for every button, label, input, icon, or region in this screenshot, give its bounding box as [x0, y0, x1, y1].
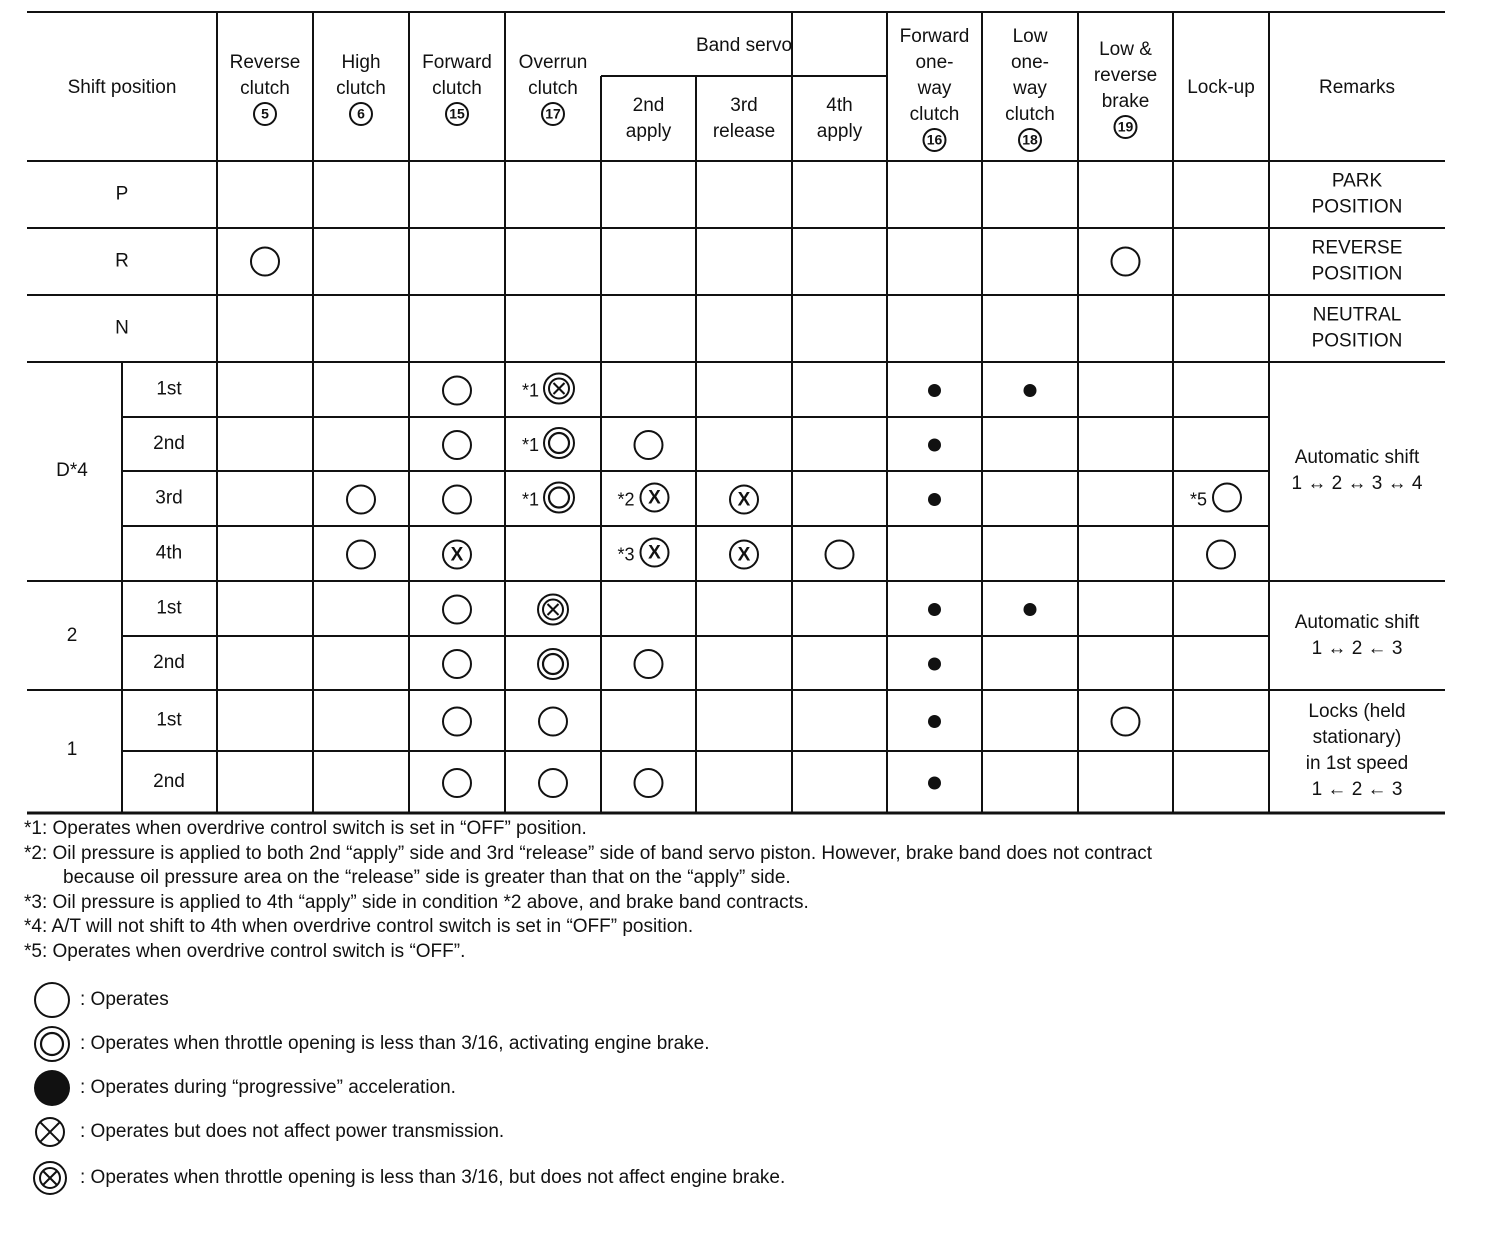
gear-label-2nd: 2nd: [153, 433, 185, 455]
remark-d4-line-1: Automatic shift: [1294, 447, 1420, 469]
remark-d4-line-2: 1 ↔ 2 ↔ 3 ↔ 4: [1291, 473, 1423, 495]
header-band_3rd_release-line-1: 3rd: [730, 95, 758, 117]
header-band_2nd_apply-line-1: 2nd: [632, 95, 665, 117]
header-forward_oneway-number: 16: [926, 131, 943, 148]
header-low_oneway-line-3: way: [1013, 78, 1047, 100]
footnotes: [24, 817, 1464, 964]
cell-overrun_clutch-row5-double-inner-icon: [549, 433, 569, 453]
shift-position-1: 1: [66, 739, 78, 761]
header-low_reverse_brake-line-3: brake: [1101, 91, 1150, 113]
cell-forward_oneway-row4-filled-icon: [928, 384, 941, 397]
header-overrun_clutch-number: 17: [545, 105, 561, 122]
cell-low_oneway-row4-filled-icon: [1024, 384, 1037, 397]
footnote-3: *3: Oil pressure is applied to 4th “apply” side in condition *2 above, and brake band contracts.: [24, 891, 809, 913]
gear-label-3rd: 3rd: [155, 487, 183, 509]
remark-1-line-2: stationary): [1312, 727, 1402, 749]
cell-band_2nd_apply-row7-x-mark: X: [648, 542, 661, 564]
header-forward_oneway-line-3: way: [917, 78, 952, 100]
cell-overrun_clutch-row9-double-inner-icon: [543, 654, 563, 674]
cell-overrun_clutch-row5-note: *1: [521, 434, 539, 455]
cell-forward_clutch-row7-x-mark: X: [450, 544, 464, 566]
legend-operates: [30, 980, 169, 1020]
legend-double-crossed: [30, 1158, 785, 1198]
header-forward_oneway-line-1: Forward: [899, 26, 970, 48]
shift-position-2: 2: [66, 625, 78, 647]
cell-low_reverse_brake-row10-operates-icon: [1112, 708, 1140, 736]
cell-low_oneway-row8-filled-icon: [1024, 603, 1037, 616]
gear-label-1st: 1st: [156, 597, 182, 619]
footnote-2-cont: because oil pressure area on the “release” side is greater than that on the “apply” side.: [63, 867, 791, 888]
footnote-1: *1: Operates when overdrive control switch is set in “OFF” position.: [24, 818, 587, 839]
cell-forward_clutch-row9-operates-icon: [443, 650, 471, 678]
header-forward_clutch-line-2: clutch: [432, 78, 482, 100]
legend-crossed-text: : Operates but does not affect power transmission.: [80, 1121, 505, 1142]
header-forward_oneway-line-4: clutch: [909, 104, 960, 126]
header-band_4th_apply-line-1: 4th: [826, 95, 853, 117]
remark-1-line-3: in 1st speed: [1305, 753, 1409, 775]
cell-band_2nd_apply-row6-note: *2: [617, 489, 635, 510]
legend-double: [30, 1024, 710, 1064]
header-high_clutch-line-1: High: [341, 52, 381, 74]
header-forward_clutch-number: 15: [449, 105, 465, 122]
remark-1-line-1: Locks (held: [1308, 701, 1406, 723]
shift-position-D: D*4: [56, 460, 88, 482]
header-band_2nd_apply-line-2: apply: [625, 121, 672, 143]
cell-high_clutch-row7-operates-icon: [347, 541, 375, 569]
header-low_oneway-line-4: clutch: [1005, 104, 1055, 126]
remark-reverse-line-2: POSITION: [1311, 263, 1403, 285]
gear-label-1st: 1st: [156, 709, 182, 731]
header-low_oneway-line-2: one-: [1010, 52, 1050, 74]
shift-position-R: R: [115, 250, 129, 272]
cell-lockup-row6-note: *5: [1189, 489, 1207, 510]
open-circle-icon: [30, 980, 74, 1020]
legend-double-crossed-text: : Operates when throttle opening is less than 3/16, but does not affect engine brake.: [80, 1167, 786, 1188]
remark-reverse-line-1: REVERSE: [1311, 237, 1403, 259]
header-forward_clutch-line-1: Forward: [422, 52, 492, 74]
cell-forward_oneway-row6-filled-icon: [928, 493, 941, 506]
cell-overrun_clutch-row10-operates-icon: [539, 708, 567, 736]
legend-filled: [30, 1068, 456, 1108]
header-reverse_clutch-line-2: clutch: [240, 78, 290, 100]
header-low_oneway-number: 18: [1022, 131, 1038, 148]
header-low_reverse_brake-line-1: Low &: [1099, 39, 1152, 61]
footnote-2: *2: Oil pressure is applied to both 2nd “apply” side and 3rd “release” side of band servo piston. However, brake band does not contract: [24, 842, 1152, 864]
cell-lockup-row7-operates-icon: [1207, 541, 1235, 569]
cell-overrun_clutch-row6-double-inner-icon: [549, 488, 569, 508]
shift-position-N: N: [115, 317, 129, 339]
legend-crossed: [30, 1112, 504, 1152]
cell-band_2nd_apply-row7-note: *3: [617, 544, 635, 565]
cell-forward_clutch-row5-operates-icon: [443, 431, 471, 459]
header-overrun_clutch-line-1: Overrun: [518, 52, 588, 74]
crossed-circle-icon: [30, 1112, 74, 1152]
gear-label-2nd: 2nd: [153, 771, 185, 793]
header-high_clutch-number: 6: [357, 105, 365, 122]
remark-park-line-1: PARK: [1331, 170, 1383, 192]
legend-operates-text: : Operates: [80, 989, 169, 1010]
cell-band_2nd_apply-row9-operates-icon: [635, 650, 663, 678]
footnote-4: *4: A/T will not shift to 4th when overdrive control switch is set in “OFF” position.: [24, 916, 694, 937]
header-band_4th_apply-line-2: apply: [816, 121, 863, 143]
cell-low_reverse_brake-row2-operates-icon: [1112, 248, 1140, 276]
header-low_reverse_brake-line-2: reverse: [1093, 65, 1158, 87]
header-lockup: Lock-up: [1187, 77, 1255, 99]
gear-label-2nd: 2nd: [153, 652, 185, 674]
cell-reverse_clutch-row2-operates-icon: [251, 248, 279, 276]
remark-1-line-4: 1 ← 2 ← 3: [1311, 779, 1403, 801]
cell-forward_oneway-row5-filled-icon: [928, 439, 941, 452]
cell-band_2nd_apply-row6-x-mark: X: [648, 487, 661, 509]
double-circle-icon: [30, 1024, 74, 1064]
gear-label-4th: 4th: [155, 542, 183, 564]
legend-filled-text: : Operates during “progressive” acceleration.: [80, 1077, 456, 1098]
cell-overrun_clutch-row11-operates-icon: [539, 769, 567, 797]
cell-band_3rd_release-row7-x-mark: X: [737, 544, 751, 566]
cell-forward_clutch-row11-operates-icon: [443, 769, 471, 797]
cell-overrun_clutch-row4-note: *1: [521, 380, 539, 401]
cell-band_2nd_apply-row11-operates-icon: [635, 769, 663, 797]
cell-band_2nd_apply-row5-operates-icon: [635, 431, 663, 459]
remark-2-line-2: 1 ↔ 2 ← 3: [1311, 638, 1403, 660]
cell-forward_clutch-row10-operates-icon: [443, 708, 471, 736]
header-high_clutch-line-2: clutch: [336, 78, 386, 100]
cell-high_clutch-row6-operates-icon: [347, 486, 375, 514]
filled-circle-icon: [30, 1068, 74, 1108]
cell-forward_oneway-row11-filled-icon: [928, 777, 941, 790]
header-band-servo: Band servo: [695, 35, 793, 57]
header-remarks: Remarks: [1318, 77, 1396, 99]
gear-label-1st: 1st: [156, 378, 182, 400]
cell-forward_clutch-row4-operates-icon: [443, 377, 471, 405]
header-reverse_clutch-number: 5: [261, 105, 269, 122]
header-low_reverse_brake-number: 19: [1117, 118, 1134, 135]
remark-2-line-1: Automatic shift: [1294, 612, 1420, 634]
cell-lockup-row6-operates-icon: [1213, 484, 1241, 512]
remark-neutral-line-2: POSITION: [1311, 330, 1403, 352]
legend-double-text: : Operates when throttle opening is less than 3/16, activating engine brake.: [80, 1033, 710, 1054]
header-reverse_clutch-line-1: Reverse: [229, 52, 301, 74]
header-low_oneway-line-1: Low: [1012, 26, 1048, 48]
remark-neutral-line-1: NEUTRAL: [1312, 304, 1402, 326]
cell-band_3rd_release-row6-x-mark: X: [737, 489, 751, 511]
shift-position-P: P: [115, 183, 129, 205]
remark-park-line-2: POSITION: [1311, 196, 1403, 218]
header-forward_oneway-line-2: one-: [915, 52, 954, 74]
cell-overrun_clutch-row6-note: *1: [521, 489, 539, 510]
cell-band_4th_apply-row7-operates-icon: [826, 541, 854, 569]
header-shift-position: Shift position: [67, 77, 177, 99]
header-band_3rd_release-line-2: release: [712, 121, 776, 143]
double-crossed-circle-icon: [30, 1158, 74, 1198]
cell-forward_oneway-row10-filled-icon: [928, 715, 941, 728]
cell-forward_oneway-row8-filled-icon: [928, 603, 941, 616]
cell-forward_clutch-row8-operates-icon: [443, 596, 471, 624]
cell-forward_oneway-row9-filled-icon: [928, 658, 941, 671]
cell-forward_clutch-row6-operates-icon: [443, 486, 471, 514]
footnote-5: *5: Operates when overdrive control switch is “OFF”.: [24, 940, 466, 962]
header-overrun_clutch-line-2: clutch: [528, 78, 578, 100]
